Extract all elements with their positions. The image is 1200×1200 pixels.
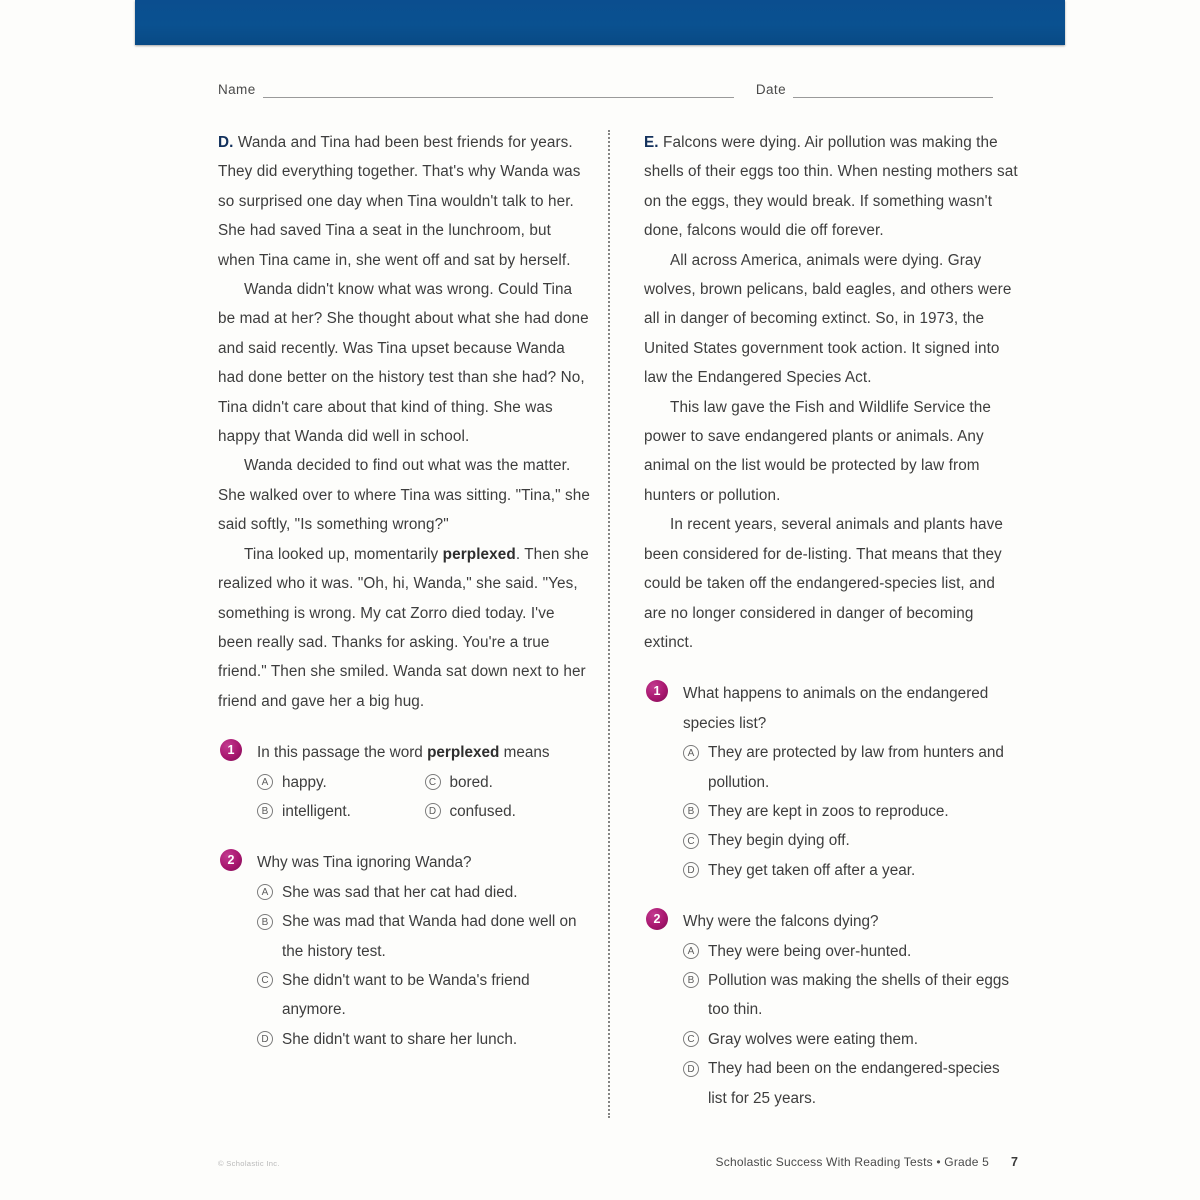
footer-right-group bbox=[716, 1155, 1018, 1169]
choice-text: She didn't want to be Wanda's friend anymore. bbox=[282, 971, 530, 1019]
right-question-1-choices bbox=[683, 738, 1018, 885]
passage-d-paragraph-1 bbox=[218, 128, 592, 275]
choice-letter-circle: B bbox=[257, 803, 273, 819]
choice-letter-circle: A bbox=[257, 774, 273, 790]
choice-letter-circle: A bbox=[683, 943, 699, 959]
date-write-in-line[interactable] bbox=[793, 83, 993, 98]
choice-text: She was sad that her cat had died. bbox=[282, 883, 518, 901]
passage-e-paragraph-4: In recent years, several animals and plants have been considered for de-listing. That means that they could be taken off the endangered-species list, and are no longer considered in danger of becoming extinct. bbox=[644, 516, 1004, 651]
choice-option[interactable] bbox=[425, 797, 593, 826]
question-number-badge: 2 bbox=[646, 908, 668, 930]
choice-text: Pollution was making the shells of their eggs too thin. bbox=[708, 971, 1010, 1019]
footer-book-title: Scholastic Success With Reading Tests • Grade 5 bbox=[715, 1155, 990, 1169]
choice-text: They were being over-hunted. bbox=[708, 942, 912, 960]
passage-d-text-1: Wanda and Tina had been best friends for years. They did everything together. That's why Wanda was so surprised one day when Tina wouldn't talk to her. She had saved Tina a seat in the lunchroom, but when Tina came in, she went off and sat by herself. bbox=[218, 134, 581, 269]
passage-d bbox=[218, 128, 592, 716]
choice-text: They get taken off after a year. bbox=[708, 861, 916, 879]
choice-option[interactable] bbox=[257, 768, 425, 797]
passage-d-paragraph-4 bbox=[218, 540, 592, 716]
passage-e-paragraph-1 bbox=[644, 128, 1018, 246]
choice-letter-circle: C bbox=[683, 833, 699, 849]
choice-text: She didn't want to share her lunch. bbox=[282, 1030, 518, 1048]
choice-letter-circle: D bbox=[683, 862, 699, 878]
choice-text: bored. bbox=[449, 773, 493, 791]
left-question-2 bbox=[218, 848, 592, 1054]
right-question-2-text: Why were the falcons dying? bbox=[683, 913, 879, 931]
passage-d-label: D. bbox=[218, 134, 234, 151]
choice-option[interactable] bbox=[683, 826, 1018, 855]
name-write-in-line[interactable] bbox=[263, 83, 734, 98]
choice-letter-circle: C bbox=[257, 972, 273, 988]
choice-option[interactable] bbox=[257, 797, 425, 826]
question-number-badge: 2 bbox=[220, 849, 242, 871]
choice-text: intelligent. bbox=[282, 802, 351, 820]
choice-option[interactable] bbox=[683, 966, 1018, 1025]
right-question-1-text: What happens to animals on the endangered species list? bbox=[683, 685, 989, 732]
choice-text: They had been on the endangered-species list for 25 years. bbox=[708, 1060, 1000, 1107]
name-date-row bbox=[218, 76, 993, 98]
choice-letter-circle: C bbox=[425, 774, 441, 790]
date-label: Date bbox=[755, 82, 786, 97]
passage-d-bold-word: perplexed bbox=[442, 545, 516, 563]
right-question-2-choices bbox=[683, 937, 1018, 1113]
copyright-notice: © Scholastic Inc. bbox=[218, 1159, 280, 1168]
choice-option[interactable] bbox=[683, 738, 1018, 797]
choice-text: They are kept in zoos to reproduce. bbox=[708, 802, 949, 820]
left-question-2-text: Why was Tina ignoring Wanda? bbox=[257, 854, 472, 872]
right-column bbox=[644, 128, 1018, 1118]
choice-letter-circle: B bbox=[683, 803, 699, 819]
question-number-badge: 1 bbox=[220, 739, 242, 761]
left-question-2-choices bbox=[257, 878, 592, 1054]
choice-text: happy. bbox=[282, 773, 327, 791]
choice-text: They are protected by law from hunters and pollution. bbox=[708, 744, 1004, 791]
passage-e-label: E. bbox=[644, 134, 659, 151]
passage-e bbox=[644, 128, 1018, 657]
choice-option[interactable] bbox=[683, 1054, 1018, 1113]
passage-d-text-4b: . Then she realized who it was. "Oh, hi, Wanda," she said. "Yes, something is wrong. My cat Zorro died today. I've been really sad. Thanks for asking. You're a true friend." Then she smiled. Wanda sat down next to her friend and gave her a big hug. bbox=[218, 545, 589, 710]
left-question-1-text bbox=[257, 738, 592, 767]
choice-letter-circle: B bbox=[683, 972, 699, 988]
choice-option[interactable] bbox=[683, 1025, 1018, 1054]
choice-option[interactable] bbox=[257, 966, 592, 1025]
choice-option[interactable] bbox=[683, 797, 1018, 826]
left-question-1-choices bbox=[257, 768, 592, 827]
left-column bbox=[218, 128, 592, 1118]
choice-letter-circle: D bbox=[683, 1061, 699, 1077]
choice-letter-circle: D bbox=[425, 803, 441, 819]
left-question-1-bold-word: perplexed bbox=[427, 744, 500, 762]
choice-option[interactable] bbox=[257, 878, 592, 907]
page-number: 7 bbox=[1011, 1155, 1018, 1169]
choice-letter-circle: A bbox=[257, 884, 273, 900]
passage-d-paragraph-2: Wanda didn't know what was wrong. Could Tina be mad at her? She thought about what she had done and said recently. Was Tina upset because Wanda had done better on the history test than she had? No, Tina didn't care about that kind of thing. She was happy that Wanda did well in school. bbox=[218, 281, 589, 446]
left-question-1-text-pre: In this passage the word bbox=[257, 744, 428, 762]
passage-e-paragraph-3: This law gave the Fish and Wildlife Service the power to save endangered plants or animals. Any animal on the list would be protected by law from hunters or pollution. bbox=[644, 398, 991, 504]
choice-text: They begin dying off. bbox=[708, 832, 850, 850]
name-label: Name bbox=[218, 82, 256, 97]
choice-option[interactable] bbox=[425, 768, 593, 797]
choice-letter-circle: B bbox=[257, 914, 273, 930]
choice-option[interactable] bbox=[683, 856, 1018, 885]
passage-d-text-4a: Tina looked up, momentarily bbox=[244, 545, 443, 563]
choice-letter-circle: D bbox=[257, 1031, 273, 1047]
left-question-1-text-post: means bbox=[499, 744, 550, 762]
passage-e-text-1: Falcons were dying. Air pollution was making the shells of their eggs too thin. When nesting mothers sat on the eggs, they would break. If something wasn't done, falcons would die off forever. bbox=[644, 134, 1018, 240]
passage-e-paragraph-2: All across America, animals were dying. Gray wolves, brown pelicans, bald eagles, and others were all in danger of becoming extinct. So, in 1973, the United States government took action. It signed into law the Endangered Species Act. bbox=[644, 251, 1012, 387]
page-footer bbox=[218, 1155, 1018, 1169]
choice-option[interactable] bbox=[257, 1025, 592, 1054]
right-question-2 bbox=[644, 907, 1018, 1113]
question-number-badge: 1 bbox=[646, 680, 668, 702]
left-question-1 bbox=[218, 738, 592, 826]
choice-letter-circle: A bbox=[683, 745, 699, 761]
choice-option[interactable] bbox=[683, 937, 1018, 966]
choice-letter-circle: C bbox=[683, 1031, 699, 1047]
choice-option[interactable] bbox=[257, 907, 592, 966]
header-blue-band bbox=[135, 0, 1065, 45]
column-divider-dotted bbox=[608, 130, 610, 1118]
choice-text: confused. bbox=[449, 802, 516, 820]
right-question-1 bbox=[644, 679, 1018, 885]
passage-d-paragraph-3: Wanda decided to find out what was the matter. She walked over to where Tina was sitting. "Tina," she said softly, "Is something wrong?" bbox=[218, 457, 590, 534]
choice-text: She was mad that Wanda had done well on the history test. bbox=[282, 913, 577, 960]
body-columns bbox=[218, 128, 1018, 1118]
choice-text: Gray wolves were eating them. bbox=[708, 1030, 918, 1048]
